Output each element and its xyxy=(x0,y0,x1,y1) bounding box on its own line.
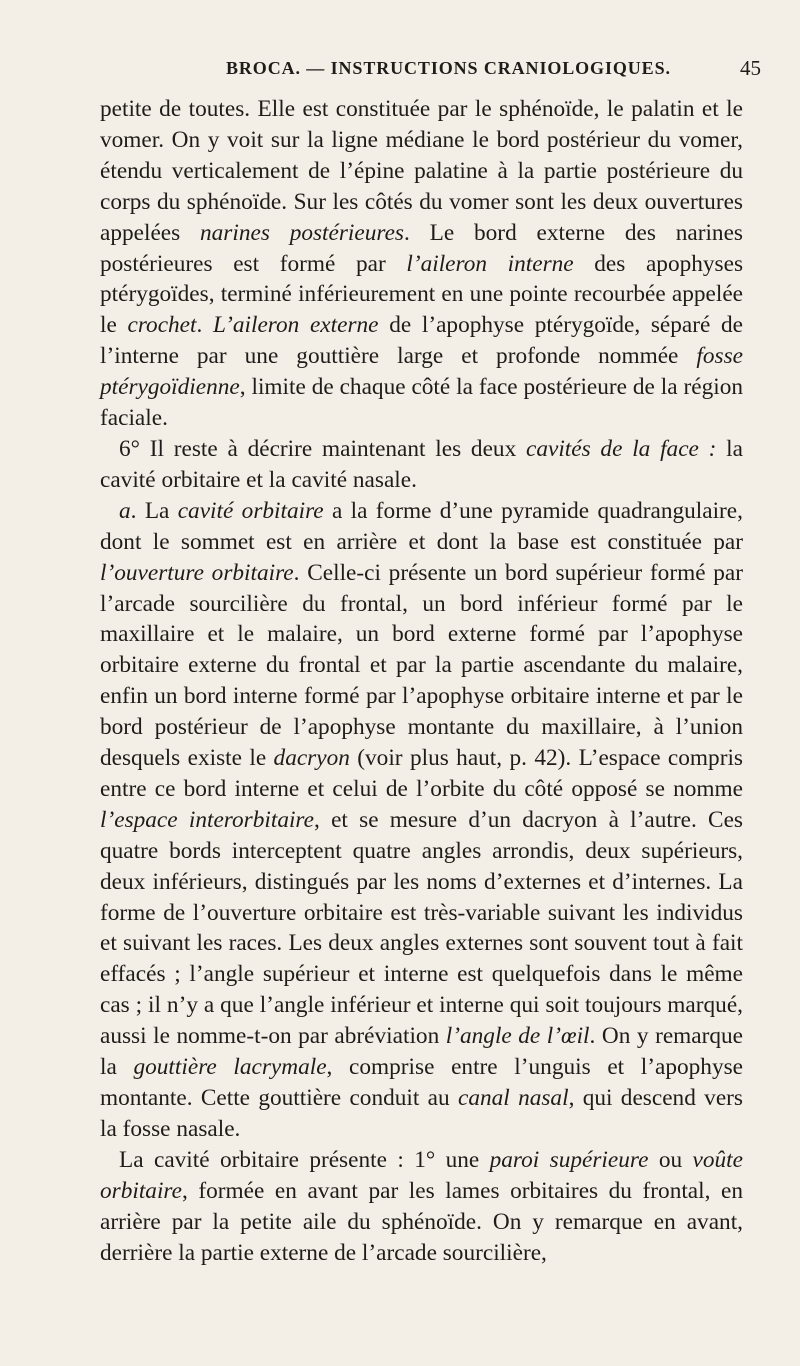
text-run: , et se mesure d’un dacryon à l’autre. Ces quatre bords interceptent quatre angles arrondis, deux supérieurs, deux inférieurs, distingués par les noms d’externes et d’internes. La forme de l’ouverture orbitaire est très-variable suivant les individus et suivant les races. Les deux angles externes sont souvent tout à fait effacés ; l’angle supérieur et interne est quelquefois dans le même cas ; il n’y a que l’angle inférieur et interne qui soit toujours marqué, aussi le nomme-t-on par abréviation xyxy=(100,806,743,1050)
running-title: BROCA. — INSTRUCTIONS CRANIOLOGIQUES. xyxy=(226,58,671,78)
text-run: la cavité orbitaire et la cavité nasale. xyxy=(100,435,743,493)
text-run: . Celle-ci présente un bord supérieur formé par l’arcade sourcilière du frontal, un bord inférieur formé par le maxillaire et le malaire, un bord externe formé par l’apophyse orbitaire externe du frontal et par la partie ascendante du malaire, enfin un bord interne formé par l’apophyse orbitaire interne et par le bord postérieur de l’apophyse montante du maxillaire, à l’union desquels existe le xyxy=(100,559,744,772)
term-ouverture-orbitaire: l’ouverture orbitaire xyxy=(100,559,294,586)
term-dacryon: dacryon xyxy=(273,745,350,772)
term-canal-nasal: canal nasal xyxy=(457,1085,569,1111)
text-run: . Le bord externe des narines postérieures est formé par xyxy=(100,219,743,277)
term-voute-orbitaire: voûte orbitaire xyxy=(100,1146,743,1204)
running-head xyxy=(0,50,800,82)
text-run: La cavité orbitaire présente : 1° une xyxy=(119,1146,490,1173)
text-run: , qui descend vers la fosse nasale. xyxy=(100,1085,743,1142)
paragraph-facial-cavities xyxy=(100,434,743,496)
section-marker: a xyxy=(119,497,131,524)
term-fosse-pterygoidienne: fosse ptérygoïdienne xyxy=(100,343,743,401)
paragraph-orbital-cavity xyxy=(100,496,743,1145)
term-cavites-de-la-face: cavités de la face : xyxy=(525,435,717,462)
text-run: des apophyses ptérygoïdes, terminé inférieurement en une pointe recourbée appelée le xyxy=(100,250,744,339)
text-run: . On y remarque la xyxy=(100,1023,744,1081)
text-run: . La xyxy=(130,497,178,524)
term-paroi-superieure: paroi supérieure xyxy=(489,1146,649,1173)
text-run: petite de toutes. Elle est constituée par le sphénoïde, le palatin et le vomer. On y voit sur la ligne médiane le bord postérieur du vomer, étendu verticalement de l’épine palatine à la partie postérieure du corps du sphénoïde. Sur les côtés du vomer sont les deux ouvertures appelées xyxy=(100,96,743,246)
text-run: 6° Il reste à décrire maintenant les deux xyxy=(119,435,526,462)
text-run: a la forme d’une pyramide quadrangulaire, dont le sommet est en arrière et dont la base est constituée par xyxy=(100,497,743,555)
text-run: , formée en avant par les lames orbitaires du frontal, en arrière par la petite aile du sphénoïde. On y remarque en avant, derrière la partie externe de l’arcade sourcilière, xyxy=(100,1177,743,1266)
paragraph-orbital-walls xyxy=(100,1145,743,1269)
term-aileron-interne: l’aileron interne xyxy=(406,250,574,277)
body-text xyxy=(100,94,743,1268)
text-run: (voir plus haut, p. 42). L’espace compris entre ce bord interne et celui de l’orbite du côté opposé se nomme xyxy=(100,745,743,802)
text-run: ou xyxy=(648,1146,693,1173)
page-number: 45 xyxy=(740,56,761,80)
term-espace-interorbitaire: l’espace interorbitaire xyxy=(100,806,314,833)
term-angle-de-loeil: l’angle de l’œil xyxy=(445,1023,590,1050)
text-run: , limite de chaque côté la face postérieure de la région faciale. xyxy=(100,374,743,432)
term-aileron-externe: L’aileron externe xyxy=(213,312,379,339)
term-crochet: crochet xyxy=(127,312,197,339)
paragraph-pharyngeal-region xyxy=(100,94,743,434)
text-run: , comprise entre l’unguis et l’apophyse montante. Cette gouttière conduit au xyxy=(100,1054,744,1111)
text-run: de l’apophyse ptérygoïde, séparé de l’interne par une gouttière large et profonde nommée xyxy=(100,312,744,370)
text-run: . xyxy=(196,312,213,339)
term-narines-posterieures: narines postérieures xyxy=(200,219,405,246)
term-cavite-orbitaire: cavité orbitaire xyxy=(177,497,324,524)
term-gouttiere-lacrymale: gouttière lacrymale xyxy=(133,1054,327,1081)
